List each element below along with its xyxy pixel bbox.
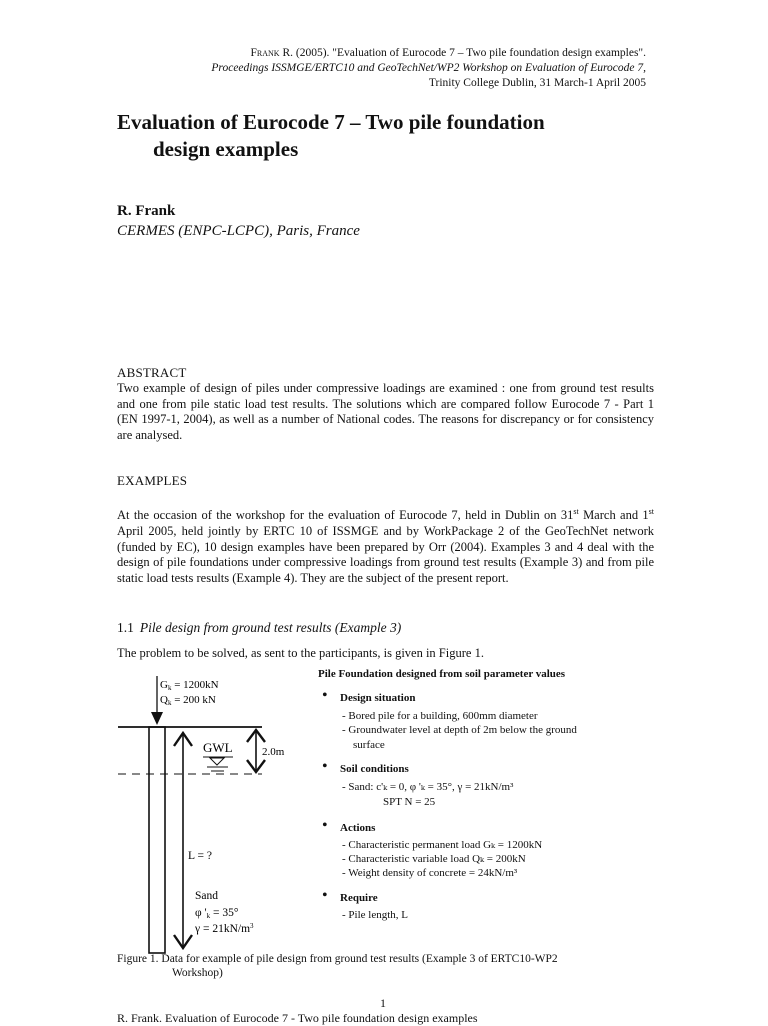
gwl-label: GWL [203,740,233,755]
actions-item-1: - Characteristic permanent load Gₖ = 1200kN [342,839,543,851]
examples-heading: EXAMPLES [117,473,188,488]
examples-text-2: March and 1 [578,508,649,523]
friction-angle-label: φ 'k = 35° [195,907,239,920]
soil-conditions-heading: Soil conditions [340,763,409,775]
panel-title: Pile Foundation designed from soil parameter values [318,668,566,680]
bullet-3: • [322,817,328,834]
require-item-1: - Pile length, L [342,909,408,921]
bullet-1: • [322,687,328,704]
depth-label: 2.0m [262,746,285,758]
caption-line-2: Workshop) [172,967,223,979]
caption-line-1: Figure 1. Data for example of pile design from ground test results (Example 3 of ERTC10-WP2 [117,953,558,965]
pile-shape [149,727,165,953]
design-situation-item-2: - Groundwater level at depth of 2m below the ground [342,724,577,736]
soil-conditions-item-1: - Sand: c'ₖ = 0, φ 'ₖ = 35°, γ = 21kN/m³ [342,781,514,793]
bullet-2: • [322,758,328,775]
examples-text-1: At the occasion of the workshop for the evaluation of Eurocode 7, held in Dublin on [117,508,557,523]
subsection-number: 1.1 [117,620,134,635]
subsection-title: Pile design from ground test results (Example 3) [139,620,402,635]
soil-type-label: Sand [195,890,218,902]
length-label: L = ? [188,850,212,862]
design-situation-item-1: - Bored pile for a building, 600mm diameter [342,710,538,722]
water-table-symbol [210,758,224,765]
running-footer: R. Frank. Evaluation of Eurocode 7 - Two pile foundation design examples [117,1011,478,1025]
design-situation-heading: Design situation [340,692,416,704]
abstract-text: Two example of design of piles under compressive loadings are examined : one from ground test results and one from pile static load test results. The solutions which are compared follow Eurocode 7 - Part 1 (EN 1997-1, 2004), as well as a number of National codes. The reasons for discrepancy or for consistency are analysed. [117,381,654,443]
examples-sup-2: st [648,507,654,516]
header-line-2: Proceedings ISSMGE/ERTC10 and GeoTechNet/WP2 Workshop on Evaluation of Eurocode 7, [211,62,646,74]
figure-caption [117,952,654,980]
require-heading: Require [340,892,378,904]
title-line-1: Evaluation of Eurocode 7 – Two pile foundation [117,110,545,134]
design-situation-item-2-cont: surface [353,739,385,751]
gk-label: Gk = 1200kN [160,679,219,692]
bullet-4: • [322,887,328,904]
qk-label: Qk = 200 kN [160,694,216,707]
title-line-2: design examples [153,137,299,161]
examples-date: 31 [560,508,574,523]
actions-item-2: - Characteristic variable load Qₖ = 200kN [342,853,526,865]
actions-heading: Actions [340,822,376,834]
examples-sup-1: st [573,507,579,516]
problem-sentence: The problem to be solved, as sent to the participants, is given in Figure 1. [117,646,484,660]
examples-text-3: April 2005, held jointly by ERTC 10 of ISSMGE and by WorkPackage 2 of the GeoTechNet network (funded by EC), 10 design examples have been prepared by Orr (2004). Examples 3 and 4 deal with the design of pile foundations under compressive loadings from ground test results (Example 3) and from pile static load tests results (Example 4). They are the subject of the present report. [117,523,654,585]
author-affiliation: CERMES (ENPC-LCPC), Paris, France [117,223,360,239]
soil-conditions-item-2: SPT N = 25 [383,796,436,808]
actions-item-3: - Weight density of concrete = 24kN/m³ [342,867,518,879]
unit-weight-label: $\gamma = 21kN/m^3$ [195,922,254,935]
header-author: Frank [250,47,280,59]
page-number: 1 [380,996,386,1010]
abstract-heading: ABSTRACT [117,365,187,380]
load-arrow-head [151,712,163,725]
header-citation: R. (2005). "Evaluation of Eurocode 7 – Two pile foundation design examples". [279,47,646,59]
header-line-3: Trinity College Dublin, 31 March-1 April 2005 [428,77,646,89]
author-name: R. Frank [117,203,176,219]
